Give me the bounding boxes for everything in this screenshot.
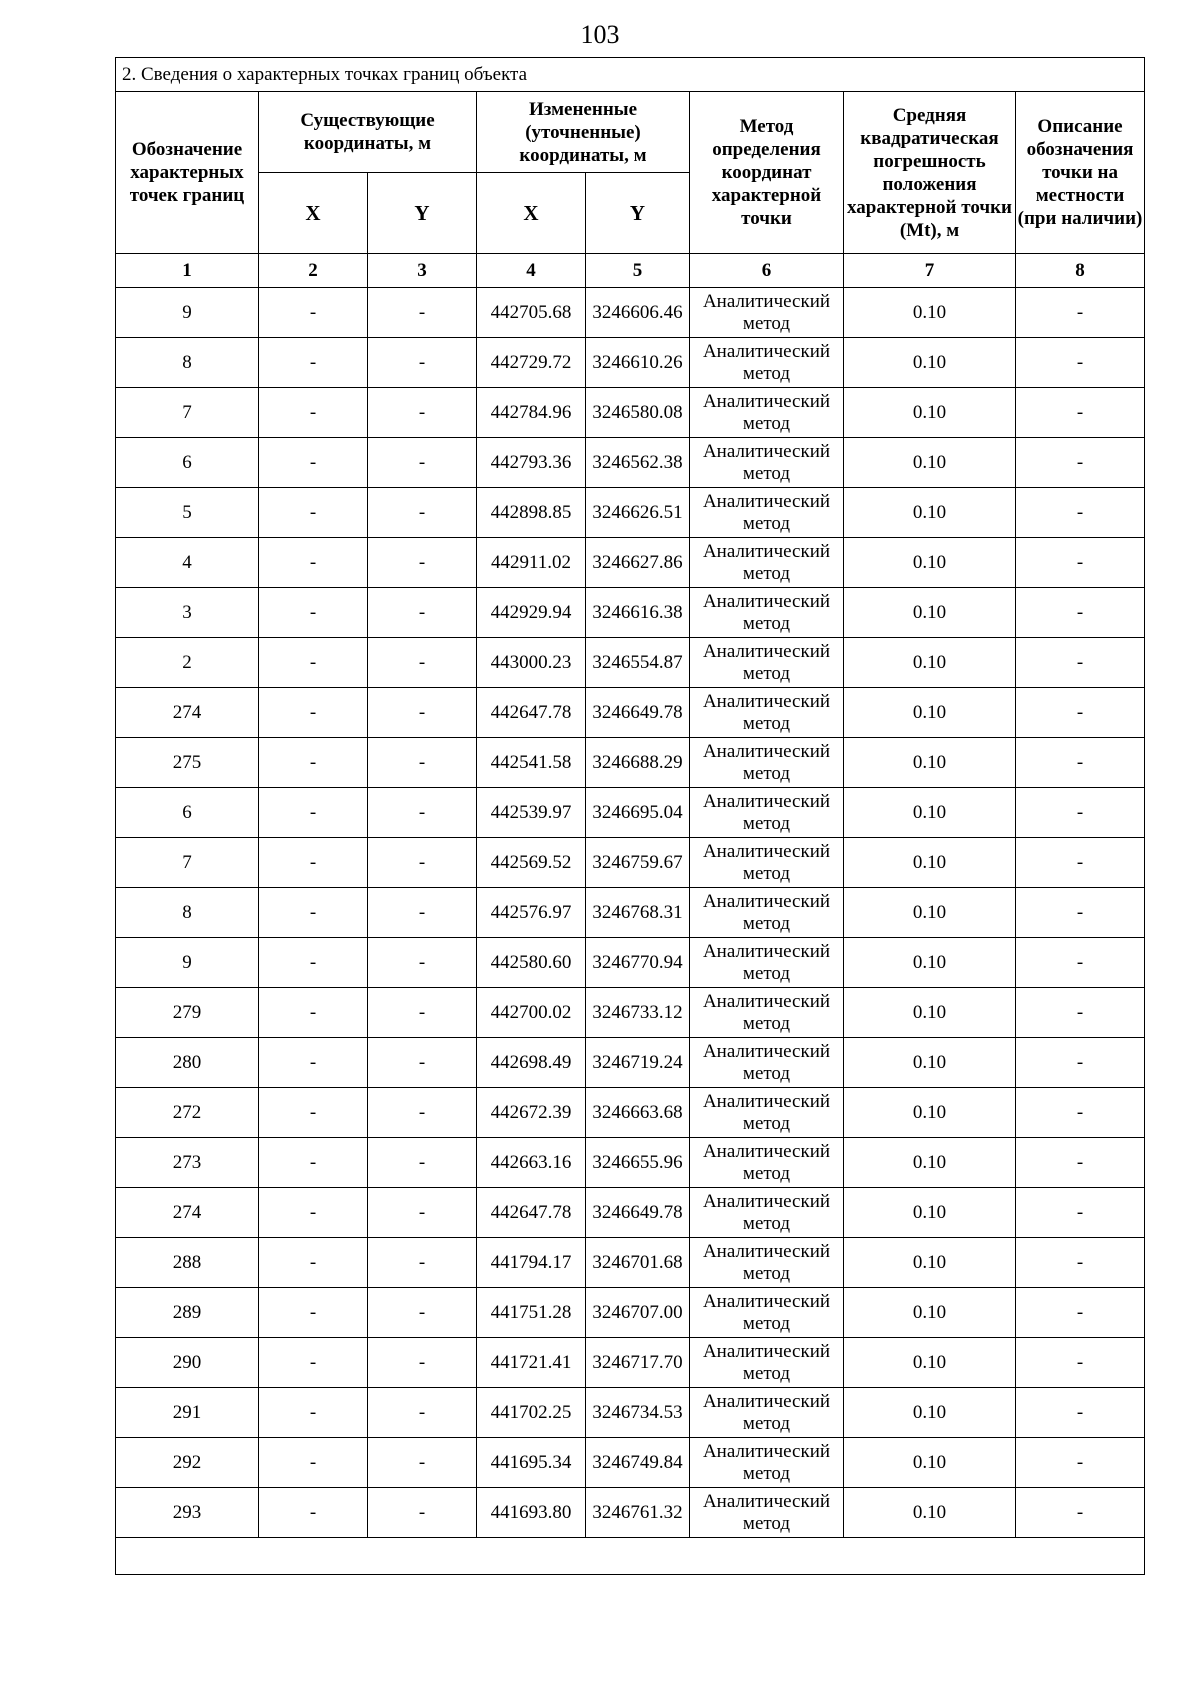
description-cell: -	[1016, 1088, 1145, 1138]
method-cell: Аналитический метод	[690, 738, 844, 788]
existing-y-cell: -	[368, 838, 477, 888]
y-cell: 3246719.24	[586, 1038, 690, 1088]
method-cell: Аналитический метод	[690, 638, 844, 688]
header-description: Описание обозначения точки на местности (при наличии)	[1016, 92, 1145, 254]
existing-x-cell: -	[259, 1238, 368, 1288]
existing-x-cell: -	[259, 838, 368, 888]
x-cell: 442541.58	[477, 738, 586, 788]
method-cell: Аналитический метод	[690, 1488, 844, 1538]
point-cell: 9	[116, 288, 259, 338]
y-cell: 3246749.84	[586, 1438, 690, 1488]
point-cell: 272	[116, 1088, 259, 1138]
existing-x-cell: -	[259, 288, 368, 338]
description-cell: -	[1016, 938, 1145, 988]
y-cell: 3246655.96	[586, 1138, 690, 1188]
table-row	[116, 438, 1145, 488]
existing-y-cell: -	[368, 688, 477, 738]
existing-y-cell: -	[368, 1488, 477, 1538]
description-cell: -	[1016, 688, 1145, 738]
y-cell: 3246554.87	[586, 638, 690, 688]
error-cell: 0.10	[844, 788, 1016, 838]
x-cell: 441702.25	[477, 1388, 586, 1438]
description-cell: -	[1016, 1138, 1145, 1188]
point-cell: 7	[116, 388, 259, 438]
point-cell: 291	[116, 1388, 259, 1438]
y-cell: 3246688.29	[586, 738, 690, 788]
existing-y-cell: -	[368, 438, 477, 488]
point-cell: 293	[116, 1488, 259, 1538]
table-row	[116, 1038, 1145, 1088]
method-cell: Аналитический метод	[690, 788, 844, 838]
description-cell: -	[1016, 338, 1145, 388]
column-number: 3	[368, 254, 477, 288]
existing-y-cell: -	[368, 988, 477, 1038]
table-row	[116, 838, 1145, 888]
method-cell: Аналитический метод	[690, 1338, 844, 1388]
y-cell: 3246770.94	[586, 938, 690, 988]
header-existing-y: Y	[368, 173, 477, 254]
existing-x-cell: -	[259, 1338, 368, 1388]
header-point: Обозначение характерных точек границ	[116, 92, 259, 254]
method-cell: Аналитический метод	[690, 538, 844, 588]
error-cell: 0.10	[844, 438, 1016, 488]
y-cell: 3246761.32	[586, 1488, 690, 1538]
error-cell: 0.10	[844, 888, 1016, 938]
error-cell: 0.10	[844, 388, 1016, 438]
description-cell: -	[1016, 838, 1145, 888]
x-cell: 441794.17	[477, 1238, 586, 1288]
table-row	[116, 688, 1145, 738]
y-cell: 3246768.31	[586, 888, 690, 938]
existing-x-cell: -	[259, 588, 368, 638]
y-cell: 3246734.53	[586, 1388, 690, 1438]
x-cell: 442729.72	[477, 338, 586, 388]
description-cell: -	[1016, 488, 1145, 538]
y-cell: 3246610.26	[586, 338, 690, 388]
existing-y-cell: -	[368, 1138, 477, 1188]
method-cell: Аналитический метод	[690, 388, 844, 438]
x-cell: 441693.80	[477, 1488, 586, 1538]
column-number: 6	[690, 254, 844, 288]
x-cell: 442911.02	[477, 538, 586, 588]
column-number: 1	[116, 254, 259, 288]
table-row	[116, 1238, 1145, 1288]
method-cell: Аналитический метод	[690, 938, 844, 988]
header-changed-x: X	[477, 173, 586, 254]
error-cell: 0.10	[844, 1188, 1016, 1238]
existing-x-cell: -	[259, 1038, 368, 1088]
description-cell: -	[1016, 788, 1145, 838]
y-cell: 3246606.46	[586, 288, 690, 338]
y-cell: 3246649.78	[586, 1188, 690, 1238]
method-cell: Аналитический метод	[690, 1238, 844, 1288]
point-cell: 279	[116, 988, 259, 1038]
existing-y-cell: -	[368, 488, 477, 538]
description-cell: -	[1016, 588, 1145, 638]
error-cell: 0.10	[844, 1438, 1016, 1488]
existing-x-cell: -	[259, 338, 368, 388]
description-cell: -	[1016, 1238, 1145, 1288]
method-cell: Аналитический метод	[690, 688, 844, 738]
header-existing-x: X	[259, 173, 368, 254]
existing-x-cell: -	[259, 938, 368, 988]
table-row	[116, 588, 1145, 638]
column-number: 4	[477, 254, 586, 288]
table-row	[116, 1138, 1145, 1188]
x-cell: 442647.78	[477, 1188, 586, 1238]
point-cell: 6	[116, 788, 259, 838]
existing-y-cell: -	[368, 1038, 477, 1088]
header-existing-coords: Существующие координаты, м	[259, 92, 477, 173]
existing-y-cell: -	[368, 738, 477, 788]
blank-row	[116, 1538, 1145, 1575]
y-cell: 3246562.38	[586, 438, 690, 488]
existing-y-cell: -	[368, 388, 477, 438]
point-cell: 8	[116, 338, 259, 388]
x-cell: 442898.85	[477, 488, 586, 538]
point-cell: 6	[116, 438, 259, 488]
y-cell: 3246580.08	[586, 388, 690, 438]
method-cell: Аналитический метод	[690, 1138, 844, 1188]
table-row	[116, 1488, 1145, 1538]
existing-y-cell: -	[368, 1188, 477, 1238]
point-cell: 7	[116, 838, 259, 888]
description-cell: -	[1016, 738, 1145, 788]
table-row	[116, 288, 1145, 338]
table-row	[116, 388, 1145, 438]
y-cell: 3246701.68	[586, 1238, 690, 1288]
point-cell: 288	[116, 1238, 259, 1288]
error-cell: 0.10	[844, 938, 1016, 988]
x-cell: 441721.41	[477, 1338, 586, 1388]
existing-y-cell: -	[368, 638, 477, 688]
column-number: 8	[1016, 254, 1145, 288]
error-cell: 0.10	[844, 638, 1016, 688]
point-cell: 3	[116, 588, 259, 638]
existing-x-cell: -	[259, 988, 368, 1038]
error-cell: 0.10	[844, 1288, 1016, 1338]
existing-y-cell: -	[368, 1088, 477, 1138]
table-row	[116, 1188, 1145, 1238]
error-cell: 0.10	[844, 1238, 1016, 1288]
method-cell: Аналитический метод	[690, 1188, 844, 1238]
table-row	[116, 638, 1145, 688]
existing-x-cell: -	[259, 438, 368, 488]
x-cell: 441751.28	[477, 1288, 586, 1338]
error-cell: 0.10	[844, 288, 1016, 338]
description-cell: -	[1016, 1038, 1145, 1088]
description-cell: -	[1016, 888, 1145, 938]
column-number: 5	[586, 254, 690, 288]
existing-y-cell: -	[368, 1288, 477, 1338]
table-row	[116, 1338, 1145, 1388]
y-cell: 3246695.04	[586, 788, 690, 838]
error-cell: 0.10	[844, 338, 1016, 388]
error-cell: 0.10	[844, 1088, 1016, 1138]
y-cell: 3246627.86	[586, 538, 690, 588]
table-row	[116, 488, 1145, 538]
y-cell: 3246649.78	[586, 688, 690, 738]
x-cell: 442569.52	[477, 838, 586, 888]
method-cell: Аналитический метод	[690, 338, 844, 388]
existing-x-cell: -	[259, 688, 368, 738]
page-number: 103	[580, 20, 620, 49]
header-error: Средняя квадратическая погрешность положения характерной точки (Mt), м	[844, 92, 1016, 254]
boundary-points-table	[115, 57, 1145, 1575]
blank-cell	[116, 1538, 1145, 1575]
existing-y-cell: -	[368, 888, 477, 938]
existing-y-cell: -	[368, 1388, 477, 1438]
method-cell: Аналитический метод	[690, 838, 844, 888]
method-cell: Аналитический метод	[690, 888, 844, 938]
x-cell: 443000.23	[477, 638, 586, 688]
section-title: 2. Сведения о характерных точках границ объекта	[116, 58, 1145, 92]
method-cell: Аналитический метод	[690, 1388, 844, 1438]
existing-x-cell: -	[259, 1188, 368, 1238]
x-cell: 442539.97	[477, 788, 586, 838]
description-cell: -	[1016, 438, 1145, 488]
existing-x-cell: -	[259, 738, 368, 788]
table-row	[116, 738, 1145, 788]
table-row	[116, 1388, 1145, 1438]
existing-y-cell: -	[368, 588, 477, 638]
x-cell: 442580.60	[477, 938, 586, 988]
existing-x-cell: -	[259, 788, 368, 838]
table-row	[116, 788, 1145, 838]
y-cell: 3246616.38	[586, 588, 690, 638]
column-number-row	[116, 254, 1145, 288]
method-cell: Аналитический метод	[690, 1438, 844, 1488]
existing-x-cell: -	[259, 638, 368, 688]
existing-y-cell: -	[368, 288, 477, 338]
method-cell: Аналитический метод	[690, 588, 844, 638]
error-cell: 0.10	[844, 738, 1016, 788]
y-cell: 3246759.67	[586, 838, 690, 888]
table-row	[116, 338, 1145, 388]
x-cell: 441695.34	[477, 1438, 586, 1488]
x-cell: 442784.96	[477, 388, 586, 438]
description-cell: -	[1016, 1438, 1145, 1488]
table-row	[116, 938, 1145, 988]
error-cell: 0.10	[844, 1138, 1016, 1188]
description-cell: -	[1016, 538, 1145, 588]
point-cell: 274	[116, 688, 259, 738]
existing-x-cell: -	[259, 1438, 368, 1488]
description-cell: -	[1016, 988, 1145, 1038]
table-body	[116, 288, 1145, 1538]
y-cell: 3246663.68	[586, 1088, 690, 1138]
description-cell: -	[1016, 1488, 1145, 1538]
point-cell: 8	[116, 888, 259, 938]
point-cell: 280	[116, 1038, 259, 1088]
point-cell: 4	[116, 538, 259, 588]
existing-x-cell: -	[259, 1388, 368, 1438]
method-cell: Аналитический метод	[690, 288, 844, 338]
table-row	[116, 1088, 1145, 1138]
column-number: 2	[259, 254, 368, 288]
x-cell: 442672.39	[477, 1088, 586, 1138]
point-cell: 273	[116, 1138, 259, 1188]
description-cell: -	[1016, 1338, 1145, 1388]
existing-x-cell: -	[259, 1088, 368, 1138]
description-cell: -	[1016, 288, 1145, 338]
table-row	[116, 1438, 1145, 1488]
y-cell: 3246707.00	[586, 1288, 690, 1338]
y-cell: 3246626.51	[586, 488, 690, 538]
existing-x-cell: -	[259, 538, 368, 588]
x-cell: 442647.78	[477, 688, 586, 738]
existing-y-cell: -	[368, 538, 477, 588]
description-cell: -	[1016, 1188, 1145, 1238]
existing-y-cell: -	[368, 938, 477, 988]
error-cell: 0.10	[844, 1488, 1016, 1538]
error-cell: 0.10	[844, 1338, 1016, 1388]
header-method: Метод определения координат характерной точки	[690, 92, 844, 254]
description-cell: -	[1016, 388, 1145, 438]
x-cell: 442700.02	[477, 988, 586, 1038]
x-cell: 442576.97	[477, 888, 586, 938]
method-cell: Аналитический метод	[690, 438, 844, 488]
x-cell: 442705.68	[477, 288, 586, 338]
point-cell: 275	[116, 738, 259, 788]
existing-x-cell: -	[259, 1138, 368, 1188]
y-cell: 3246717.70	[586, 1338, 690, 1388]
existing-x-cell: -	[259, 888, 368, 938]
existing-x-cell: -	[259, 488, 368, 538]
header-changed-y: Y	[586, 173, 690, 254]
point-cell: 9	[116, 938, 259, 988]
point-cell: 274	[116, 1188, 259, 1238]
x-cell: 442929.94	[477, 588, 586, 638]
point-cell: 290	[116, 1338, 259, 1388]
method-cell: Аналитический метод	[690, 488, 844, 538]
existing-y-cell: -	[368, 1338, 477, 1388]
table-row	[116, 538, 1145, 588]
header-changed-coords: Измененные (уточненные) координаты, м	[477, 92, 690, 173]
method-cell: Аналитический метод	[690, 1288, 844, 1338]
x-cell: 442793.36	[477, 438, 586, 488]
point-cell: 5	[116, 488, 259, 538]
existing-y-cell: -	[368, 1438, 477, 1488]
existing-y-cell: -	[368, 788, 477, 838]
x-cell: 442698.49	[477, 1038, 586, 1088]
error-cell: 0.10	[844, 538, 1016, 588]
x-cell: 442663.16	[477, 1138, 586, 1188]
description-cell: -	[1016, 1288, 1145, 1338]
description-cell: -	[1016, 638, 1145, 688]
existing-x-cell: -	[259, 1288, 368, 1338]
method-cell: Аналитический метод	[690, 988, 844, 1038]
method-cell: Аналитический метод	[690, 1088, 844, 1138]
existing-x-cell: -	[259, 388, 368, 438]
error-cell: 0.10	[844, 1038, 1016, 1088]
table-row	[116, 1288, 1145, 1338]
point-cell: 292	[116, 1438, 259, 1488]
existing-y-cell: -	[368, 338, 477, 388]
column-number: 7	[844, 254, 1016, 288]
error-cell: 0.10	[844, 1388, 1016, 1438]
point-cell: 2	[116, 638, 259, 688]
point-cell: 289	[116, 1288, 259, 1338]
existing-x-cell: -	[259, 1488, 368, 1538]
table-row	[116, 988, 1145, 1038]
error-cell: 0.10	[844, 588, 1016, 638]
error-cell: 0.10	[844, 838, 1016, 888]
existing-y-cell: -	[368, 1238, 477, 1288]
y-cell: 3246733.12	[586, 988, 690, 1038]
error-cell: 0.10	[844, 688, 1016, 738]
table-row	[116, 888, 1145, 938]
error-cell: 0.10	[844, 988, 1016, 1038]
error-cell: 0.10	[844, 488, 1016, 538]
description-cell: -	[1016, 1388, 1145, 1438]
method-cell: Аналитический метод	[690, 1038, 844, 1088]
